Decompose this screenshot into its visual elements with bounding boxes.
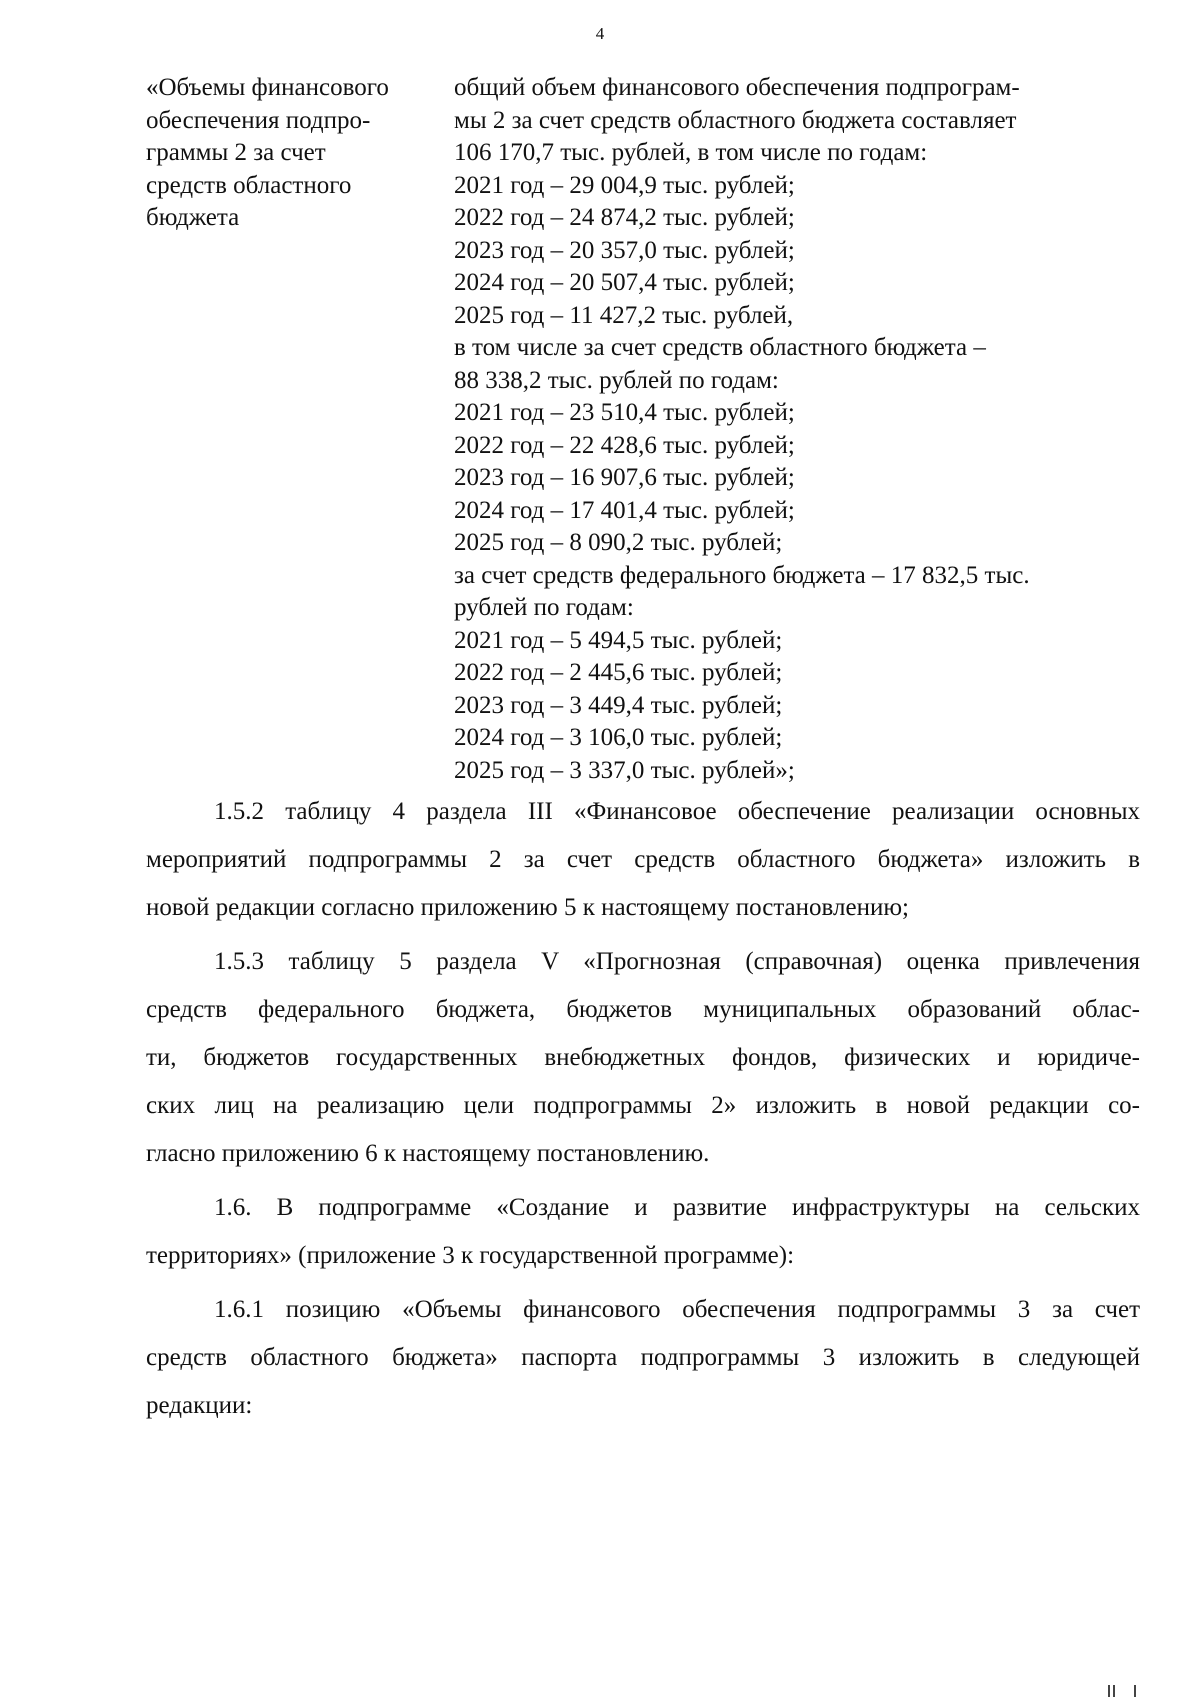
paragraph-line: новой редакции согласно приложению 5 к настоящему постановлению; [146, 894, 909, 921]
passport-value-line: 2023 год – 3 449,4 тыс. рублей; [454, 691, 783, 719]
passport-label-line: «Объемы финансового [146, 74, 389, 101]
paragraph-line: средств областного бюджета» паспорта подпрограммы 3 изложить в следующей [146, 1344, 1140, 1371]
passport-label-line: средств областного [146, 171, 352, 199]
passport-value-line: 2024 год – 3 106,0 тыс. рублей; [454, 724, 783, 751]
passport-value-line: в том числе за счет средств областного бюджета – [454, 334, 986, 361]
passport-value-line: 2021 год – 29 004,9 тыс. рублей; [454, 171, 795, 199]
paragraph-line: ти, бюджетов государственных внебюджетных фондов, физических и юридиче- [146, 1044, 1140, 1071]
paragraph-line: ских лиц на реализацию цели подпрограммы 2» изложить в новой редакции со- [146, 1092, 1140, 1119]
paragraph-line: средств федерального бюджета, бюджетов муниципальных образований облас- [146, 996, 1140, 1023]
paragraph-1-6-1 [146, 1286, 1140, 1430]
paragraph-line: территориях» (приложение 3 к государственной программе): [146, 1242, 795, 1269]
paragraph-line: мероприятий подпрограммы 2 за счет средств областного бюджета» изложить в [146, 846, 1140, 873]
passport-label [146, 72, 454, 787]
passport-value-line: 2022 год – 24 874,2 тыс. рублей; [454, 204, 795, 231]
passport-label-line: обеспечения подпро- [146, 106, 371, 134]
passport-value-line: 2022 год – 22 428,6 тыс. рублей; [454, 431, 795, 459]
passport-value-line: 2021 год – 23 510,4 тыс. рублей; [454, 399, 795, 426]
passport-value-line: 2025 год – 8 090,2 тыс. рублей; [454, 529, 783, 556]
passport-value-line: 2025 год – 11 427,2 тыс. рублей, [454, 301, 794, 329]
passport-section [146, 72, 1134, 787]
passport-value [454, 72, 1134, 787]
paragraph-line: 1.5.3 таблицу 5 раздела V «Прогнозная (справочная) оценка привлечения [214, 948, 1140, 975]
paragraph-line: гласно приложению 6 к настоящему постановлению. [146, 1140, 710, 1167]
passport-value-line: 2025 год – 3 337,0 тыс. рублей»; [454, 756, 795, 784]
passport-value-line: 2024 год – 20 507,4 тыс. рублей; [454, 269, 795, 296]
passport-label-line: граммы 2 за счет [146, 139, 326, 166]
passport-value-line: рублей по годам: [454, 594, 634, 621]
paragraph-line: 1.6.1 позицию «Объемы финансового обеспечения подпрограммы 3 за счет [214, 1296, 1140, 1323]
passport-value-line: 2021 год – 5 494,5 тыс. рублей; [454, 626, 783, 654]
passport-value-line: за счет средств федерального бюджета – 17 832,5 тыс. [454, 561, 1030, 589]
passport-value-line: мы 2 за счет средств областного бюджета составляет [454, 106, 1017, 134]
passport-value-line: 2023 год – 16 907,6 тыс. рублей; [454, 464, 795, 491]
paragraph-line: 1.6. В подпрограмме «Создание и развитие инфраструктуры на сельских [214, 1194, 1140, 1221]
page-number: 4 [595, 24, 605, 43]
passport-value-line: 106 170,7 тыс. рублей, в том числе по годам: [454, 139, 928, 166]
passport-value-line: общий объем финансового обеспечения подпрограм- [454, 74, 1020, 101]
paragraph-line: 1.5.2 таблицу 4 раздела III «Финансовое обеспечение реализации основных [214, 798, 1140, 825]
paragraph-1-5-3 [146, 938, 1140, 1178]
scan-artifact [1108, 1683, 1138, 1697]
passport-value-line: 88 338,2 тыс. рублей по годам: [454, 366, 779, 394]
body-text [146, 788, 1140, 1430]
passport-value-line: 2022 год – 2 445,6 тыс. рублей; [454, 659, 783, 686]
paragraph-1-5-2 [146, 788, 1140, 932]
passport-value-line: 2024 год – 17 401,4 тыс. рублей; [454, 496, 795, 524]
passport-value-line: 2023 год – 20 357,0 тыс. рублей; [454, 236, 795, 264]
paragraph-1-6 [146, 1184, 1140, 1280]
paragraph-line: редакции: [146, 1392, 253, 1419]
passport-label-line: бюджета [146, 204, 240, 231]
